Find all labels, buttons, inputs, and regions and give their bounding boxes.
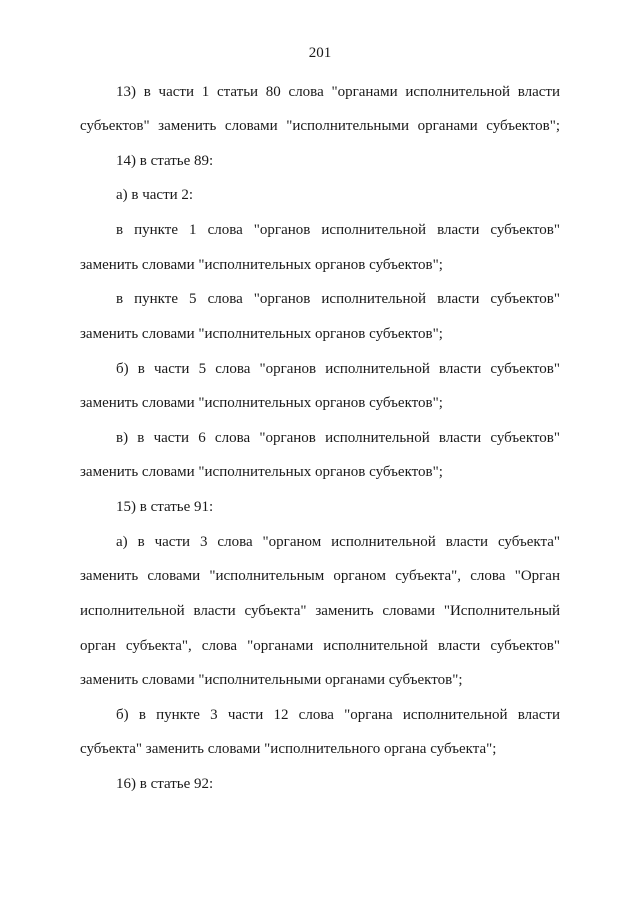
text-line: в пункте 5 слова "органов исполнительной власти субъектов" bbox=[116, 291, 560, 307]
text-line: исполнительной власти субъекта" заменить словами "Исполнительный bbox=[80, 603, 560, 619]
page-number: 201 bbox=[308, 45, 332, 61]
text-line: заменить словами "исполнительным органом субъекта", слова "Орган bbox=[80, 568, 560, 584]
text-line: заменить словами "исполнительных органов субъектов"; bbox=[80, 326, 443, 342]
text-line: а) в части 3 слова "органом исполнительной власти субъекта" bbox=[116, 534, 560, 550]
text-line: б) в пункте 3 части 12 слова "органа исполнительной власти bbox=[116, 707, 560, 723]
text-line: а) в части 2: bbox=[116, 187, 194, 203]
text-line: орган субъекта", слова "органами исполнительной власти субъектов" bbox=[80, 638, 560, 654]
text-line: заменить словами "исполнительных органов субъектов"; bbox=[80, 395, 443, 411]
text-line: заменить словами "исполнительными органами субъектов"; bbox=[80, 672, 463, 688]
text-line: в) в части 6 слова "органов исполнительной власти субъектов" bbox=[116, 430, 560, 446]
text-line: 15) в статье 91: bbox=[116, 499, 214, 515]
text-line: заменить словами "исполнительных органов субъектов"; bbox=[80, 464, 443, 480]
text-line: 16) в статье 92: bbox=[116, 776, 214, 792]
text-line: 14) в статье 89: bbox=[116, 153, 214, 169]
text-line: б) в части 5 слова "органов исполнительной власти субъектов" bbox=[116, 361, 560, 377]
text-line: 13) в части 1 статьи 80 слова "органами исполнительной власти bbox=[116, 84, 560, 100]
text-line: субъектов" заменить словами "исполнительными органами субъектов"; bbox=[80, 118, 560, 134]
text-line: субъекта" заменить словами "исполнительного органа субъекта"; bbox=[80, 741, 497, 757]
text-line: в пункте 1 слова "органов исполнительной власти субъектов" bbox=[116, 222, 560, 238]
text-line: заменить словами "исполнительных органов субъектов"; bbox=[80, 257, 443, 273]
